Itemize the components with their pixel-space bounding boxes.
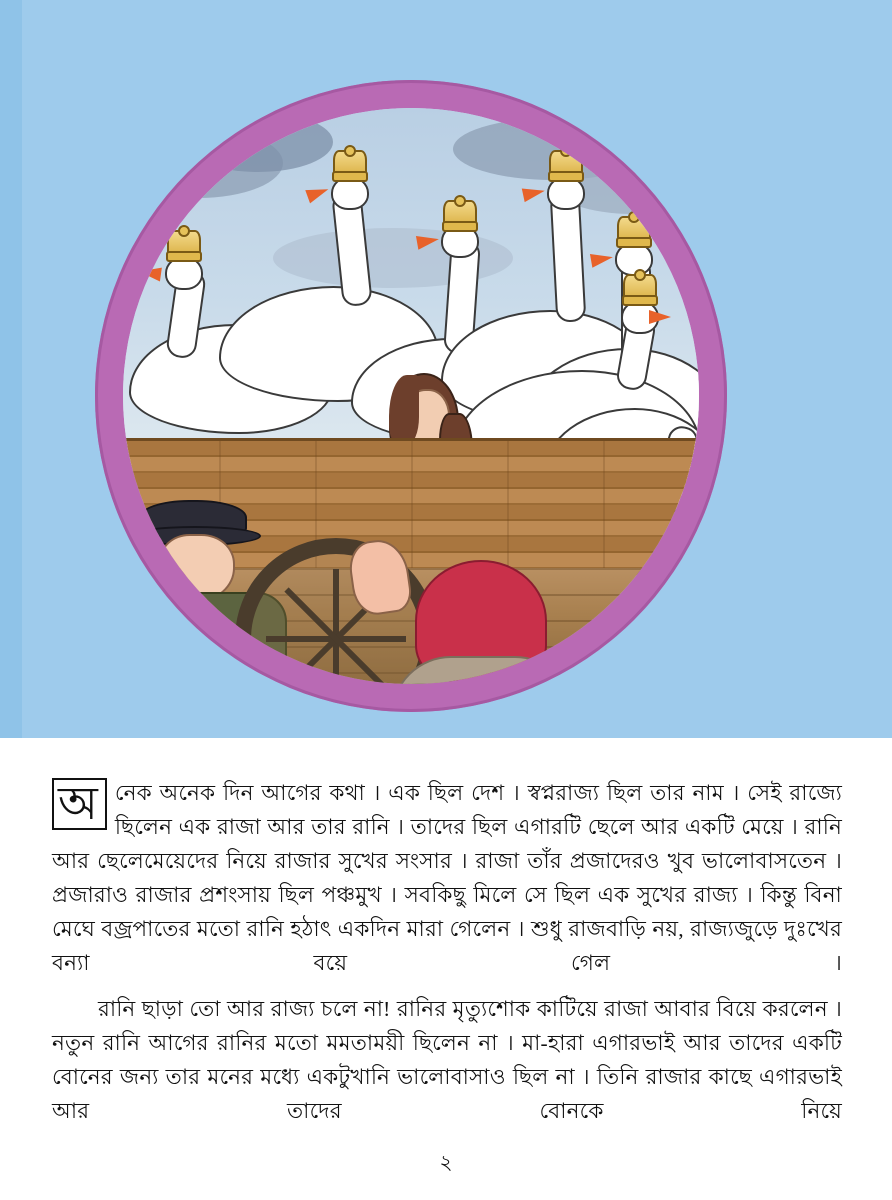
crown-icon [333, 150, 367, 180]
story-text-block [52, 776, 842, 1130]
cloud-shape [183, 112, 333, 172]
drop-cap: অ [52, 778, 107, 830]
page-number: ২ [439, 1152, 453, 1174]
crown-icon [549, 150, 583, 180]
child-hair [585, 644, 675, 684]
crown-icon [167, 230, 201, 260]
crown-icon [623, 274, 657, 304]
crown-icon [617, 216, 651, 246]
page-edge-strip [0, 0, 22, 738]
circular-illustration-frame [95, 80, 727, 712]
red-hood-figure [391, 560, 571, 684]
text-area [0, 738, 892, 1200]
girl-hair-front [389, 375, 419, 445]
right-man-figure [663, 552, 699, 684]
paragraph-2: রানি ছাড়া তো আর রাজ্য চলে না! রানির মৃত্যুশোক কাটিয়ে রাজা আবার বিয়ে করলেন । নতুন রানি আগের রানির মতো মমতাময়ী ছিলেন না । মা-হারা এগারভাই আর তাদের একটি বোনের জন্য তার মনের মধ্যে একটুখানি ভালোবাসাও ছিল না । তিনি রাজার কাছে এগারভাই আর তাদের বোনকে নিয়ে [52, 997, 842, 1123]
first-paragraph-wrapper [52, 776, 842, 980]
right-man-body [663, 638, 699, 684]
paragraph-1: নেক অনেক দিন আগের কথা । এক ছিল দেশ । স্বপ্নরাজ্য ছিল তার নাম । সেই রাজ্যে ছিলেন এক রাজা আর তার রানি । তাদের ছিল এগারটি ছেলে আর একটি মেয়ে । রানি আর ছেলেমেয়েদের নিয়ে রাজার সুখের সংসার । রাজা তাঁর প্রজাদেরও খুব ভালোবাসতেন । প্রজারাও রাজার প্রশংসায় ছিল পঞ্চমুখ । সবকিছু মিলে সে ছিল এক সুখের রাজ্য । কিন্তু বিনা মেঘে বজ্রপাতের মতো রানি হঠাৎ একদিন মারা গেলেন । শুধু রাজবাড়ি নয়, রাজ্যজুড়ে দুঃখের বন্যা বয়ে গেল । [52, 781, 842, 975]
wheel-spoke [333, 569, 339, 684]
illustration-image [123, 108, 699, 684]
